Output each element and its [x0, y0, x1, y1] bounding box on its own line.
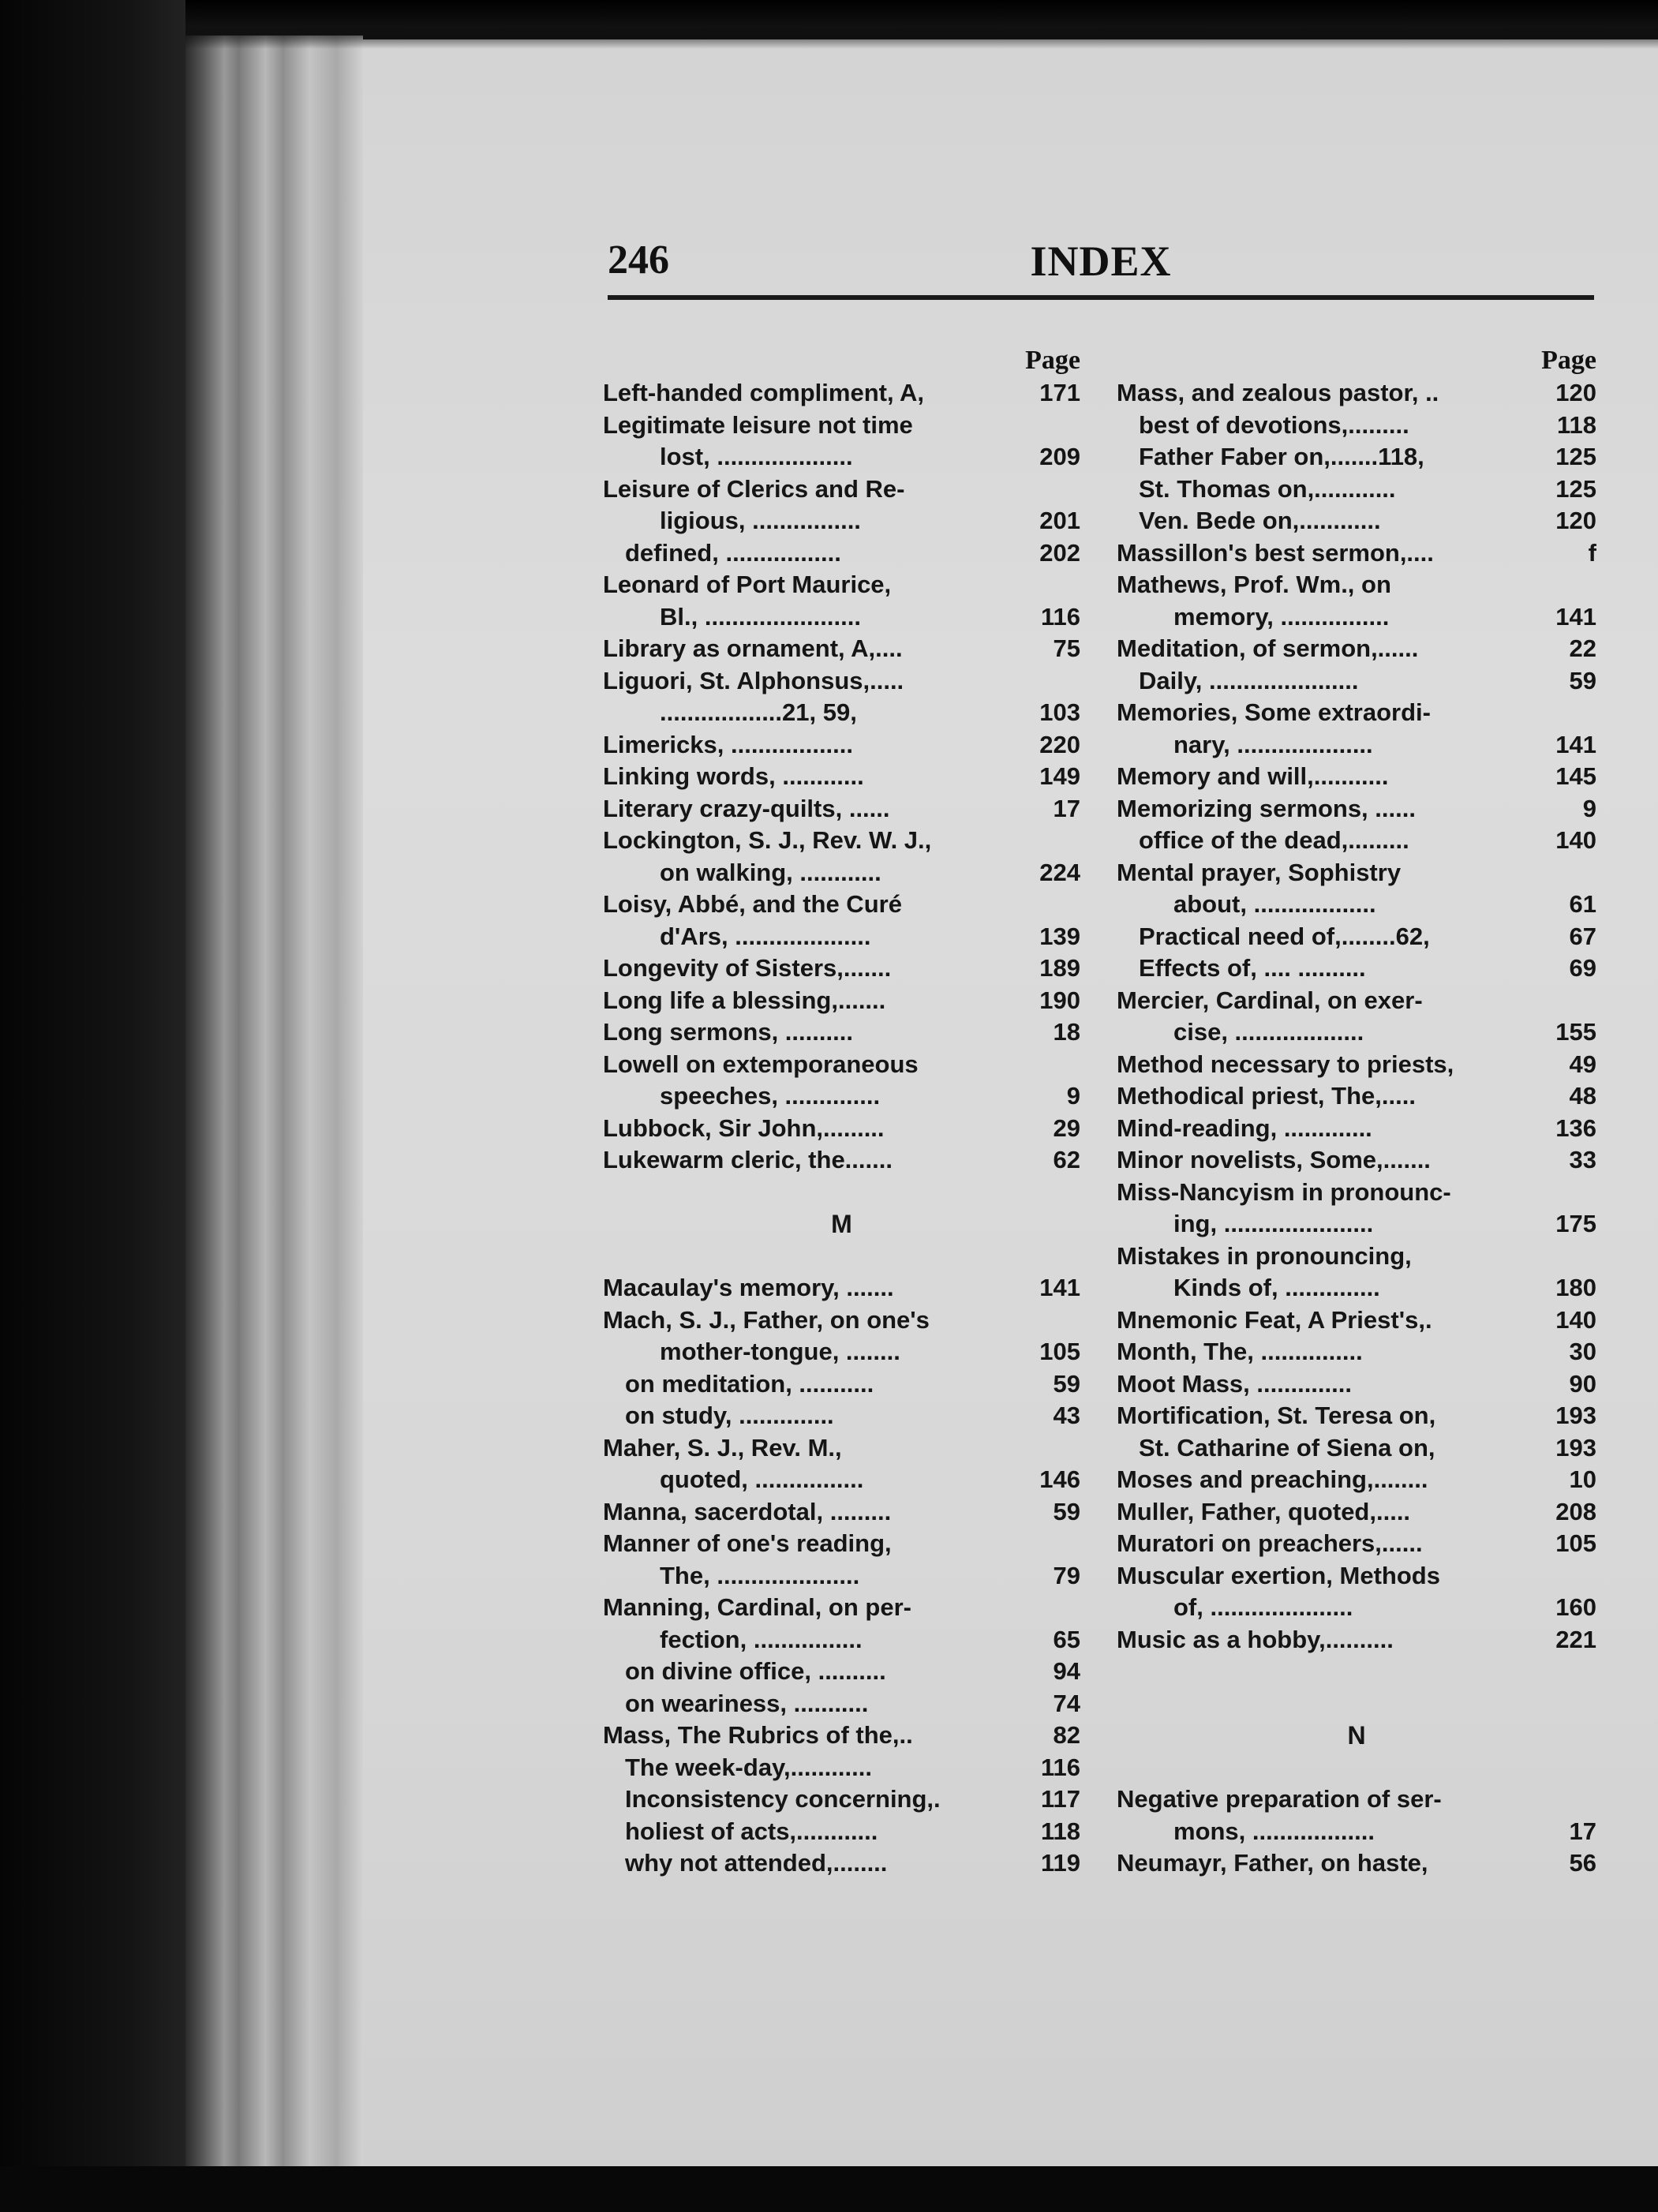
index-entry [603, 537, 1080, 570]
entry-text: Library as ornament, A,.... [603, 634, 903, 662]
entry-page-number: 118 [1556, 410, 1596, 439]
section-letter: M [831, 1210, 852, 1238]
entry-text: on divine office, .......... [625, 1657, 886, 1685]
entry-text: Mathews, Prof. Wm., on [1117, 571, 1391, 598]
entry-text: Long sermons, .......... [603, 1018, 853, 1046]
index-entry [1117, 857, 1596, 889]
entry-page-number: 224 [1039, 858, 1080, 886]
entry-text: Lockington, S. J., Rev. W. J., [603, 826, 932, 854]
index-entry [1117, 953, 1596, 985]
index-entry [603, 1400, 1080, 1432]
index-entry [1117, 1336, 1596, 1368]
index-entry [603, 1816, 1080, 1848]
index-entry [603, 953, 1080, 985]
index-entry [603, 1783, 1080, 1816]
entry-page-number: 116 [1040, 1753, 1080, 1781]
entry-page-number: 145 [1555, 762, 1596, 790]
index-entry [603, 1336, 1080, 1368]
entry-text: Leonard of Port Maurice, [603, 571, 892, 598]
entry-page-number: 141 [1555, 602, 1596, 631]
index-entry [1117, 569, 1596, 601]
entry-text: Moses and preaching,........ [1117, 1465, 1428, 1493]
index-entry [1117, 1528, 1596, 1560]
entry-text: fection, ................ [660, 1625, 863, 1653]
entry-page-number: 67 [1569, 922, 1596, 950]
index-entry [1117, 1241, 1596, 1273]
index-entry [1117, 793, 1596, 825]
entry-text: Limericks, .................. [603, 730, 854, 758]
entry-text: Mind-reading, ............. [1117, 1113, 1372, 1142]
entry-page-number: 94 [1053, 1657, 1080, 1685]
entry-page-number: 82 [1053, 1721, 1080, 1749]
index-entry [603, 1720, 1080, 1752]
entry-page-number: 221 [1555, 1625, 1596, 1653]
entry-page-number: 90 [1569, 1369, 1596, 1398]
entry-text: Memories, Some extraordi- [1117, 698, 1431, 726]
index-entry [603, 505, 1080, 537]
page-header [608, 237, 1594, 300]
spacer [603, 1177, 1080, 1209]
entry-page-number: 49 [1569, 1050, 1596, 1078]
index-entry [1117, 1144, 1596, 1177]
entry-page-number: 193 [1555, 1433, 1596, 1462]
entry-text: defined, ................. [625, 538, 841, 567]
entry-page-number: 105 [1555, 1529, 1596, 1557]
entry-page-number: 189 [1039, 954, 1080, 982]
entry-text: on study, .............. [625, 1402, 834, 1429]
index-entry [1117, 1496, 1596, 1529]
entry-text: Literary crazy-quilts, ...... [603, 794, 890, 822]
entry-page-number: 62 [1053, 1146, 1080, 1173]
entry-text: best of devotions,......... [1139, 410, 1409, 439]
page-number: 246 [608, 238, 669, 283]
index-entry [1117, 1304, 1596, 1337]
index-entry [603, 1688, 1080, 1720]
entry-page-number: 140 [1555, 826, 1596, 854]
page-column-label: Page [1025, 346, 1080, 375]
entry-page-number: 74 [1053, 1689, 1080, 1717]
entry-text: Mnemonic Feat, A Priest's,. [1117, 1305, 1432, 1334]
spacer [1117, 1752, 1596, 1784]
index-entry [603, 793, 1080, 825]
index-entry [603, 1016, 1080, 1049]
index-entry [603, 825, 1080, 857]
entry-text: The, ..................... [660, 1561, 860, 1589]
index-entry [1117, 601, 1596, 634]
entry-page-number: 175 [1555, 1210, 1596, 1237]
index-entry [603, 1464, 1080, 1496]
index-entry [1117, 921, 1596, 953]
entry-text: Meditation, of sermon,...... [1117, 634, 1419, 662]
index-entry [1117, 729, 1596, 762]
entry-text: Manna, sacerdotal, ......... [603, 1497, 892, 1525]
entry-page-number: 9 [1066, 1082, 1080, 1110]
entry-text: ..................21, 59, [660, 698, 857, 726]
index-entry [1117, 761, 1596, 793]
entry-page-number: 202 [1039, 538, 1080, 567]
index-entry [1117, 825, 1596, 857]
entry-page-number: 118 [1040, 1817, 1080, 1845]
header-rule [608, 295, 1594, 300]
entry-text: quoted, ................ [660, 1465, 864, 1493]
index-entry [603, 889, 1080, 921]
entry-page-number: 30 [1569, 1338, 1596, 1365]
index-entry [603, 1624, 1080, 1656]
entry-page-number: 140 [1555, 1305, 1596, 1334]
entry-text: office of the dead,......... [1139, 826, 1409, 854]
spacer [603, 1241, 1080, 1273]
entry-text: nary, .................... [1173, 730, 1373, 758]
entry-text: holiest of acts,............ [625, 1817, 878, 1845]
entry-text: mons, .................. [1173, 1817, 1375, 1845]
entry-text: Bl., ....................... [660, 602, 861, 631]
entry-text: Leisure of Clerics and Re- [603, 474, 905, 503]
entry-text: Macaulay's memory, ....... [603, 1274, 894, 1301]
index-entry [603, 665, 1080, 698]
entry-text: Kinds of, .............. [1173, 1274, 1380, 1301]
index-entry [1117, 985, 1596, 1017]
binding-shadow [0, 0, 185, 2212]
index-entry [603, 729, 1080, 762]
entry-text: Mercier, Cardinal, on exer- [1117, 986, 1423, 1014]
entry-page-number: 48 [1569, 1082, 1596, 1110]
entry-text: lost, .................... [660, 443, 853, 470]
entry-page-number: 146 [1039, 1465, 1080, 1493]
entry-text: Loisy, Abbé, and the Curé [603, 890, 902, 918]
entry-text: Memory and will,........... [1117, 762, 1389, 790]
entry-page-number: 18 [1053, 1018, 1080, 1046]
entry-page-number: 79 [1053, 1561, 1080, 1589]
index-entry [1117, 1080, 1596, 1113]
entry-text: on walking, ............ [660, 858, 881, 886]
entry-text: St. Catharine of Siena on, [1139, 1433, 1435, 1462]
entry-page-number: 17 [1053, 794, 1080, 822]
entry-text: Mach, S. J., Father, on one's [603, 1305, 930, 1334]
entry-text: of, ..................... [1173, 1593, 1353, 1621]
entry-text: d'Ars, .................... [660, 922, 871, 950]
entry-text: Maher, S. J., Rev. M., [603, 1433, 842, 1462]
entry-page-number: 139 [1039, 922, 1080, 950]
page-column-label: Page [1541, 346, 1596, 375]
index-entry [1117, 505, 1596, 537]
entry-text: Practical need of,........62, [1139, 922, 1430, 950]
index-entry [603, 601, 1080, 634]
index-entry [603, 1752, 1080, 1784]
entry-page-number: 209 [1039, 443, 1080, 470]
index-entry [603, 1432, 1080, 1465]
index-entry [1117, 633, 1596, 665]
index-entry [1117, 697, 1596, 729]
entry-page-number: 180 [1555, 1274, 1596, 1301]
entry-page-number: 59 [1053, 1497, 1080, 1525]
entry-page-number: 141 [1555, 730, 1596, 758]
index-entry [603, 1113, 1080, 1145]
entry-text: Mass, The Rubrics of the,.. [603, 1721, 913, 1749]
entry-page-number: 17 [1569, 1817, 1596, 1845]
entry-text: Left-handed compliment, A, [603, 379, 925, 406]
entry-text: Daily, ...................... [1139, 666, 1359, 694]
index-entry [1117, 1272, 1596, 1304]
entry-page-number: 120 [1555, 379, 1596, 406]
entry-text: Muscular exertion, Methods [1117, 1561, 1440, 1589]
entry-page-number: 56 [1569, 1849, 1596, 1877]
index-entry [1117, 1464, 1596, 1496]
spacer [1117, 1688, 1596, 1720]
index-entry [1117, 441, 1596, 473]
index-entry [1117, 1113, 1596, 1145]
entry-text: Negative preparation of ser- [1117, 1785, 1442, 1813]
entry-text: on meditation, ........... [625, 1369, 874, 1398]
entry-page-number: 120 [1555, 507, 1596, 534]
entry-text: Mental prayer, Sophistry [1117, 858, 1402, 886]
index-entry [603, 1592, 1080, 1624]
entry-text: Methodical priest, The,..... [1117, 1082, 1416, 1110]
index-entry [1117, 1592, 1596, 1624]
index-entry [603, 1368, 1080, 1401]
index-entry [603, 569, 1080, 601]
entry-page-number: 193 [1555, 1402, 1596, 1429]
entry-page-number: 160 [1555, 1593, 1596, 1621]
page-title: INDEX [1030, 238, 1172, 285]
entry-text: ing, ...................... [1173, 1210, 1374, 1237]
index-entry [1117, 665, 1596, 698]
entry-page-number: 125 [1555, 474, 1596, 503]
entry-page-number: 208 [1555, 1497, 1596, 1525]
index-entry [603, 633, 1080, 665]
index-entry [1117, 1847, 1596, 1880]
index-entry [1117, 1049, 1596, 1081]
index-entry [1117, 473, 1596, 506]
entry-page-number: 190 [1039, 986, 1080, 1014]
entry-text: Lukewarm cleric, the....... [603, 1146, 893, 1173]
index-column-right [1117, 344, 1596, 1880]
index-entry [603, 1144, 1080, 1177]
entry-text: Longevity of Sisters,....... [603, 954, 892, 982]
entry-text: Minor novelists, Some,....... [1117, 1146, 1431, 1173]
entry-page-number: 125 [1555, 443, 1596, 470]
entry-page-number: 10 [1569, 1465, 1596, 1493]
entry-text: cise, ................... [1173, 1018, 1364, 1046]
index-entry [1117, 1624, 1596, 1656]
entry-text: Father Faber on,.......118, [1139, 443, 1424, 470]
bottom-shadow [0, 2166, 1658, 2212]
entry-page-number: 29 [1053, 1113, 1080, 1142]
index-entry [603, 857, 1080, 889]
entry-text: Month, The, ............... [1117, 1338, 1363, 1365]
index-entry [603, 377, 1080, 410]
entry-page-number: 201 [1039, 507, 1080, 534]
entry-text: Ven. Bede on,............ [1139, 507, 1381, 534]
entry-page-number: 103 [1039, 698, 1080, 726]
index-entry [603, 697, 1080, 729]
entry-text: on weariness, ........... [625, 1689, 869, 1717]
entry-page-number: 59 [1053, 1369, 1080, 1398]
spacer [1117, 1656, 1596, 1688]
entry-text: Miss-Nancyism in pronounc- [1117, 1177, 1451, 1206]
entry-text: Mortification, St. Teresa on, [1117, 1402, 1436, 1429]
index-entry [1117, 1816, 1596, 1848]
entry-page-number: 33 [1569, 1146, 1596, 1173]
index-entry [603, 1847, 1080, 1880]
entry-text: mother-tongue, ........ [660, 1338, 900, 1365]
entry-text: Lowell on extemporaneous [603, 1050, 919, 1078]
index-entry [603, 1560, 1080, 1593]
entry-text: Method necessary to priests, [1117, 1050, 1454, 1078]
entry-text: why not attended,........ [625, 1849, 888, 1877]
index-entry [603, 985, 1080, 1017]
entry-page-number: 136 [1555, 1113, 1596, 1142]
index-entry [603, 410, 1080, 442]
entry-text: Mistakes in pronouncing, [1117, 1241, 1412, 1270]
entry-text: Manning, Cardinal, on per- [603, 1593, 911, 1621]
top-shadow [185, 0, 1658, 49]
index-entry [1117, 1016, 1596, 1049]
entry-page-number: 149 [1039, 762, 1080, 790]
entry-text: Inconsistency concerning,. [625, 1785, 941, 1813]
entry-text: Mass, and zealous pastor, .. [1117, 379, 1439, 406]
entry-text: Moot Mass, .............. [1117, 1369, 1352, 1398]
entry-page-number: 220 [1039, 730, 1080, 758]
entry-text: speeches, .............. [660, 1082, 881, 1110]
entry-text: Music as a hobby,.......... [1117, 1625, 1394, 1653]
index-entry [603, 1080, 1080, 1113]
index-entry [603, 1049, 1080, 1081]
index-entry [603, 761, 1080, 793]
entry-text: memory, ................ [1173, 602, 1390, 631]
index-entry [603, 441, 1080, 473]
index-entry [1117, 377, 1596, 410]
entry-page-number: 69 [1569, 954, 1596, 982]
entry-text: about, .................. [1173, 890, 1376, 918]
entry-page-number: 116 [1040, 602, 1080, 631]
entry-text: The week-day,............ [625, 1753, 872, 1781]
index-entry [1117, 1432, 1596, 1465]
index-entry [1117, 1177, 1596, 1209]
entry-text: Neumayr, Father, on haste, [1117, 1849, 1428, 1877]
index-entry [1117, 1560, 1596, 1593]
entry-text: Manner of one's reading, [603, 1529, 892, 1557]
entry-text: Massillon's best sermon,.... [1117, 538, 1434, 567]
entry-page-number: 117 [1040, 1785, 1080, 1813]
page-edge-stack [185, 36, 363, 2166]
index-entry [603, 1528, 1080, 1560]
entry-page-number: 22 [1569, 634, 1596, 662]
index-entry [603, 1496, 1080, 1529]
entry-page-number: 43 [1053, 1402, 1080, 1429]
index-entry [1117, 1400, 1596, 1432]
entry-text: Memorizing sermons, ...... [1117, 794, 1416, 822]
index-entry [1117, 1783, 1596, 1816]
entry-page-number: f [1588, 538, 1596, 567]
entry-text: ligious, ................ [660, 507, 861, 534]
entry-text: St. Thomas on,............ [1139, 474, 1396, 503]
entry-page-number: 171 [1039, 379, 1080, 406]
index-entry [1117, 537, 1596, 570]
index-entry [603, 921, 1080, 953]
index-entry [603, 1304, 1080, 1337]
entry-page-number: 9 [1582, 794, 1596, 822]
entry-page-number: 65 [1053, 1625, 1080, 1653]
entry-text: Muller, Father, quoted,..... [1117, 1497, 1411, 1525]
index-entry [603, 473, 1080, 506]
entry-page-number: 75 [1053, 634, 1080, 662]
entry-page-number: 61 [1569, 890, 1596, 918]
index-entry [1117, 410, 1596, 442]
entry-text: Effects of, .... .......... [1139, 954, 1366, 982]
entry-page-number: 155 [1555, 1018, 1596, 1046]
entry-page-number: 59 [1569, 666, 1596, 694]
index-entry [603, 1656, 1080, 1688]
entry-text: Legitimate leisure not time [603, 410, 913, 439]
section-letter: N [1347, 1721, 1366, 1750]
index-column-left [603, 344, 1080, 1880]
entry-text: Long life a blessing,....... [603, 986, 886, 1014]
index-entry [603, 1272, 1080, 1304]
entry-text: Liguori, St. Alphonsus,..... [603, 666, 904, 694]
entry-text: Muratori on preachers,...... [1117, 1529, 1423, 1557]
index-entry [1117, 1208, 1596, 1241]
entry-text: Linking words, ............ [603, 762, 864, 790]
entry-page-number: 141 [1039, 1274, 1080, 1301]
index-entry [1117, 889, 1596, 921]
entry-text: Lubbock, Sir John,......... [603, 1113, 885, 1142]
entry-page-number: 105 [1039, 1338, 1080, 1365]
entry-page-number: 119 [1040, 1849, 1080, 1877]
index-entry [1117, 1368, 1596, 1401]
